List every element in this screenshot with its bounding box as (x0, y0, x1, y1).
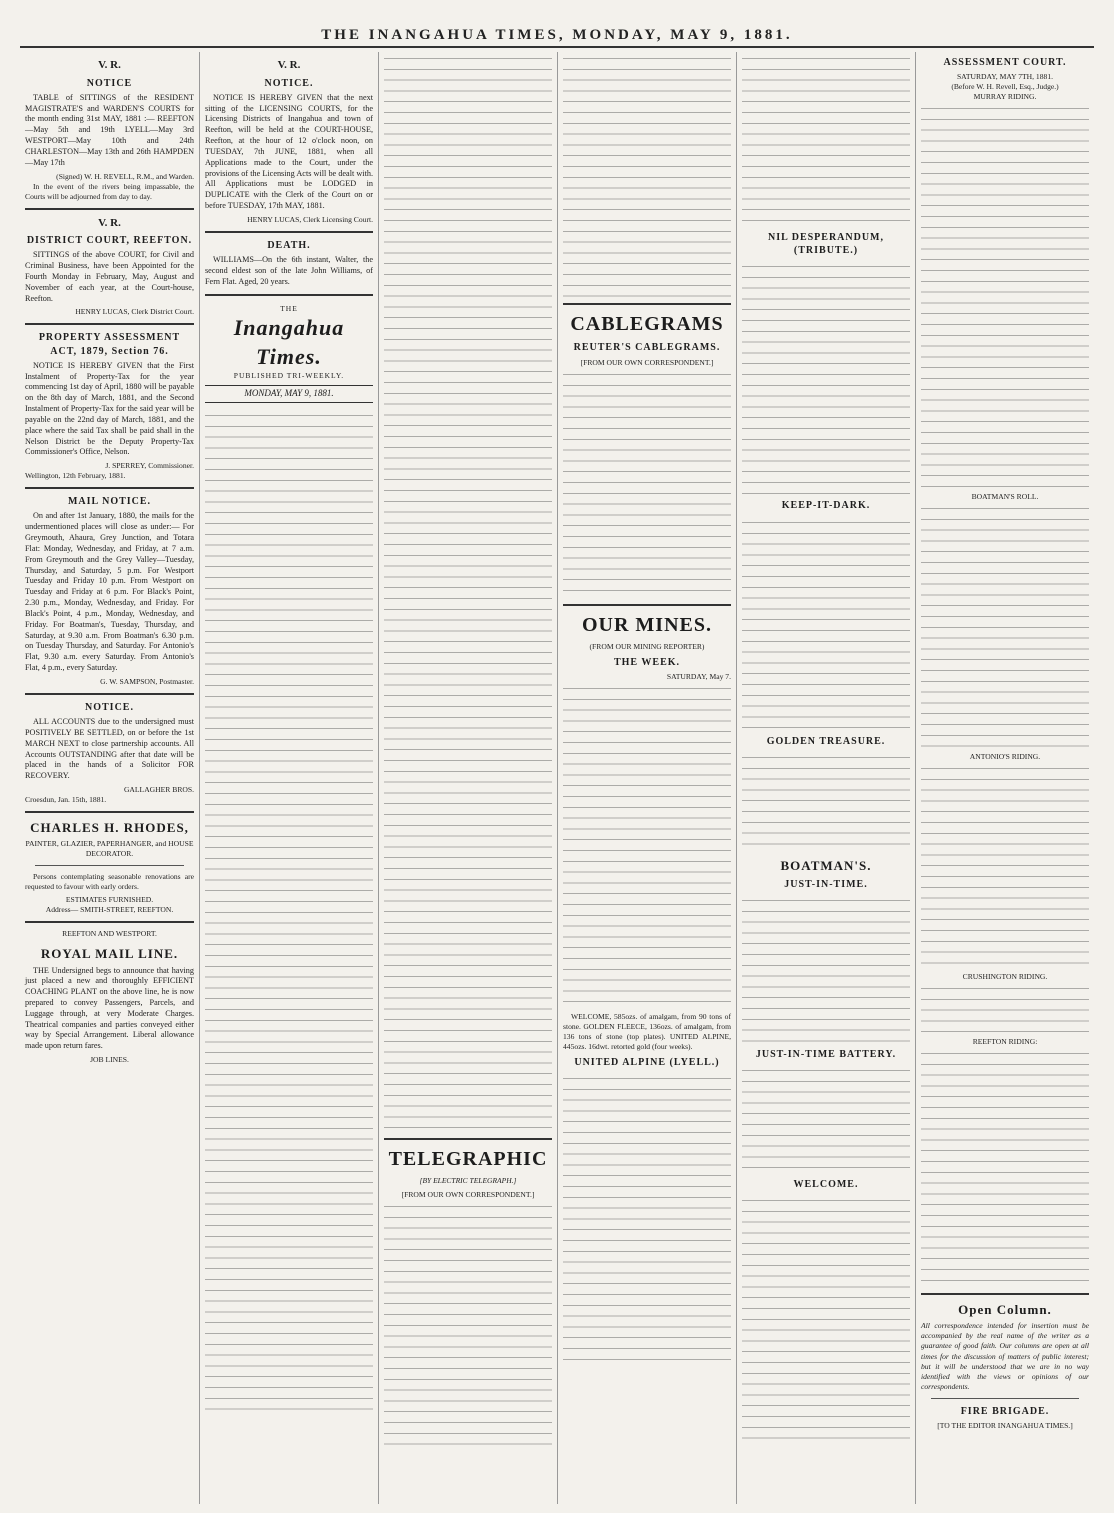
advert-body: Persons contemplating seasonable renovations are requested to favour with early orders. (25, 872, 194, 892)
notice-signature: J. SPERREY, Commissioner. (105, 461, 194, 471)
article-text (742, 260, 910, 495)
notice-body: ALL ACCOUNTS due to the undersigned must POSITIVELY BE SETTLED, on or before the 1st MARCH NEXT to close partnership accounts. All Accounts OUTSTANDING after that date will be placed in the hands of a Solicitor FOR RECOVERY. (25, 717, 194, 781)
column-1 (20, 52, 199, 1504)
divider (205, 231, 373, 233)
paper-title (205, 304, 373, 382)
column-4 (557, 52, 736, 1504)
divider (35, 865, 184, 866)
court-date: SATURDAY, MAY 7TH, 1881. (956, 72, 1054, 82)
section-source: [FROM OUR OWN CORRESPONDENT.] (401, 1190, 535, 1200)
column-2 (199, 52, 378, 1504)
paper-the: THE (280, 303, 298, 313)
paper-name: Inangahua Times. (233, 315, 345, 370)
section-heading: CABLEGRAMS (570, 313, 724, 335)
mine-heading: NIL DESPERANDUM, (TRIBUTE.) (767, 232, 884, 257)
notice-body: TABLE of SITTINGS of the RESIDENT MAGISTRATE'S and WARDEN'S COURTS for the month ending 31st MAY, 1881 :— REEFTON—May 5th and 19th LYELL—May 3rd WESTPORT—May 10th and 24th CHARLESTON—May 13th and 26th HAMPDEN—May 17th (25, 92, 194, 167)
notice-heading: NOTICE. (85, 701, 134, 713)
article-text (742, 1064, 910, 1174)
mine-heading: JUST-IN-TIME. (784, 878, 868, 890)
crest (25, 216, 194, 231)
crest (205, 58, 373, 73)
court-before: (Before W. H. Revell, Esq., Judge.) (951, 82, 1059, 92)
crest (25, 58, 194, 73)
article-text (384, 1200, 552, 1450)
yields-list: WELCOME, 585ozs. of amalgam, from 90 tons of stone. GOLDEN FLEECE, 136ozs. of amalgam, from 136 tons of stone (top plates). UNITED ALPINE, 445ozs. 16dwt. retorted gold (four weeks). (563, 1012, 731, 1052)
article-text (563, 368, 731, 598)
divider (931, 1398, 1079, 1399)
divider (25, 921, 194, 923)
article-text (563, 682, 731, 1012)
advert-estimates: ESTIMATES FURNISHED. (65, 895, 154, 905)
advert-footer: JOB LINES. (90, 1055, 129, 1065)
section-sub: [BY ELECTRIC TELEGRAPH.] (419, 1176, 517, 1186)
divider (25, 693, 194, 695)
death-body: WILLIAMS—On the 6th instant, Walter, the second eldest son of the late John Williams, of Fern Flat. Aged, 20 years. (205, 255, 373, 286)
masthead-rule (20, 46, 1094, 48)
crest-text: V. R. (98, 216, 121, 229)
article-text (563, 1072, 731, 1362)
article-text (742, 52, 910, 227)
article-text (921, 982, 1089, 1037)
divider (563, 303, 731, 305)
mine-heading: KEEP-IT-DARK. (781, 500, 871, 512)
notice-heading: DISTRICT COURT, REEFTON. (26, 235, 193, 247)
section-source: (FROM OUR MINING REPORTER) (589, 641, 705, 651)
riding-heading: BOATMAN'S ROLL. (971, 492, 1039, 502)
article-text (742, 894, 910, 1044)
issue-date: MONDAY, MAY 9, 1881. (205, 385, 373, 403)
court-heading: ASSESSMENT COURT. (943, 57, 1067, 68)
article-text (921, 102, 1089, 492)
mail-heading: MAIL NOTICE. (67, 496, 152, 508)
column-5 (736, 52, 915, 1504)
section-sub: THE WEEK. (613, 657, 681, 668)
mine-heading: WELCOME. (793, 1179, 859, 1191)
death-heading: DEATH. (267, 239, 311, 251)
notice-signature: (Signed) W. H. REVELL, R.M., and Warden. (56, 171, 194, 181)
article-text (563, 52, 731, 297)
fire-heading: FIRE BRIGADE. (960, 1405, 1050, 1417)
article-text (742, 1194, 910, 1444)
riding-heading: MURRAY RIDING. (973, 92, 1037, 102)
crest-text: V. R. (98, 59, 121, 71)
advert-heading: CHARLES H. RHODES, (30, 820, 189, 836)
divider (384, 1138, 552, 1140)
riding-heading: CRUSHINGTON RIDING. (962, 972, 1048, 982)
article-text (921, 1047, 1089, 1287)
mine-heading: JUST-IN-TIME BATTERY. (755, 1049, 897, 1061)
article-text (921, 762, 1089, 972)
advert-address: Address— SMITH-STREET, REEFTON. (45, 905, 174, 915)
article-text (742, 751, 910, 851)
fire-to: [TO THE EDITOR INANGAHUA TIMES.] (937, 1420, 1073, 1430)
mine-heading: BOATMAN'S. (780, 857, 872, 873)
notice-signature: HENRY LUCAS, Clerk Licensing Court. (247, 214, 373, 224)
section-sub: UNITED ALPINE (LYELL.) (574, 1057, 720, 1069)
notice-heading: PROPERTY ASSESSMENT ACT, 1879, Section 76. (38, 332, 181, 357)
crest-text: V. R. (277, 59, 301, 71)
notice-footer: In the event of the rivers being impassable, the Courts will be adjourned from day to day. (25, 181, 194, 201)
notice-heading: NOTICE. (264, 77, 314, 89)
notice-heading: NOTICE (86, 77, 133, 89)
mail-signature: G. W. SAMPSON, Postmaster. (100, 676, 194, 686)
section-date: SATURDAY, May 7. (666, 672, 731, 682)
advert-body: THE Undersigned begs to announce that having just placed a new and thoroughly EFFICIENT COACHING PLANT on the above line, he is now prepared to convey Passengers, Parcels, and Luggage through, at very Moderate Charges. Theatrical companies and parties conveyed either way by Special Arrangement. Liberal allowance made upon return fares. (25, 965, 194, 1051)
open-column-heading: Open Column. (958, 1302, 1052, 1318)
section-heading: TELEGRAPHIC (388, 1148, 548, 1170)
divider (563, 604, 731, 606)
section-source: [FROM OUR OWN CORRESPONDENT.] (580, 357, 714, 367)
riding-heading: ANTONIO'S RIDING. (969, 752, 1041, 762)
mail-body: On and after 1st January, 1880, the mails for the undermentioned places will close as under:— For Greymouth, Ahaura, Grey Junction, and Totara Flat: Monday, Wednesday, and Friday, at 7 a.m. From Greymouth and the Grey Valley—Tuesday, Thursday, and Saturday, 5 p.m. For Westport Tuesday and Friday 10 p.m. From Westport on Tuesday and Friday at 6 p.m. For Black's Point, 2.30 p.m., Monday, Wednesday, and Friday. For Black's Point, 4 p.m., Monday, Wednesday, and Friday. For Boatman's, Tuesday, Thursday, and Saturday, at 9.30 a.m. From Boatman's 6.30 p.m. on Tuesday Thursday, and Saturday. For Antonio's Flat, 9.30 a.m. every Saturday. From Antonio's Flat, 4 p.m., every Saturday. (25, 511, 194, 673)
article-text (921, 502, 1089, 752)
riding-heading: REEFTON RIDING: (972, 1037, 1038, 1047)
advert-sub: PAINTER, GLAZIER, PAPERHANGER, and HOUSE DECORATOR. (25, 839, 194, 859)
open-column-note: All correspondence intended for insertion must be accompanied by the real name of the writer as a guarantee of good faith. Our columns are open at all times for the discussion of matters of public interest; but it will be understood that we are in no way identified with the views or opinions of our correspondents. (921, 1321, 1089, 1391)
notice-body: NOTICE IS HEREBY GIVEN that the next sitting of the LICENSING COURTS, for the Licensing Districts of Inangahua and town of Reefton, will be held at the COURT-HOUSE, Reefton, at the hour of 12 o'clock noon, on TUESDAY, 7th JUNE, 1881, when all Applications made to the Court, under the provisions of the Licensing Acts will be dealt with. All Applications must be LODGED in DUPLICATE with the Clerk of the Court on or before TUESDAY, 17th MAY, 1881. (205, 92, 373, 210)
column-6 (915, 52, 1094, 1504)
divider (25, 487, 194, 489)
notice-signature: HENRY LUCAS, Clerk District Court. (75, 307, 194, 317)
advert-top: REEFTON AND WESTPORT. (62, 929, 157, 939)
paper-tag: PUBLISHED TRI-WEEKLY. (233, 371, 345, 381)
advert-heading: ROYAL MAIL LINE. (40, 946, 179, 962)
notice-body: SITTINGS of the above COURT, for Civil and Criminal Business, have been Appointed for the Fourth Monday in February, May, August and November of each year, at the Court-house, Reefton. (25, 250, 194, 303)
article-text (384, 52, 552, 1132)
divider (205, 294, 373, 296)
masthead: THE INANGAHUA TIMES, MONDAY, MAY 9, 1881. (321, 27, 793, 43)
divider (25, 208, 194, 210)
divider (921, 1293, 1089, 1295)
section-heading: OUR MINES. (581, 613, 712, 636)
notice-date: Wellington, 12th February, 1881. (25, 471, 126, 481)
divider (25, 323, 194, 325)
notice-body: NOTICE IS HEREBY GIVEN that the First Instalment of Property-Tax for the year commencing 1st day of April, 1880 will be payable on the 8th day of March, 1881, and the Second Instalment of Property-Tax for the said year will be payable on the 22nd day of March, 1881, and the place where the said Tax shall be paid shall in the Nelson District be the Deputy Property-Tax Commissioner's Office, Nelson. (25, 360, 194, 457)
mine-heading: GOLDEN TREASURE. (766, 735, 886, 747)
notice-date: Croesdun, Jan. 15th, 1881. (25, 795, 107, 805)
divider (25, 811, 194, 813)
column-3 (378, 52, 557, 1504)
columns (20, 52, 1094, 1504)
article-text (742, 516, 910, 731)
notice-signature: GALLAGHER BROS. (123, 785, 194, 795)
editorial-text (205, 409, 373, 1419)
section-sub: REUTER'S CABLEGRAMS. (573, 342, 721, 354)
